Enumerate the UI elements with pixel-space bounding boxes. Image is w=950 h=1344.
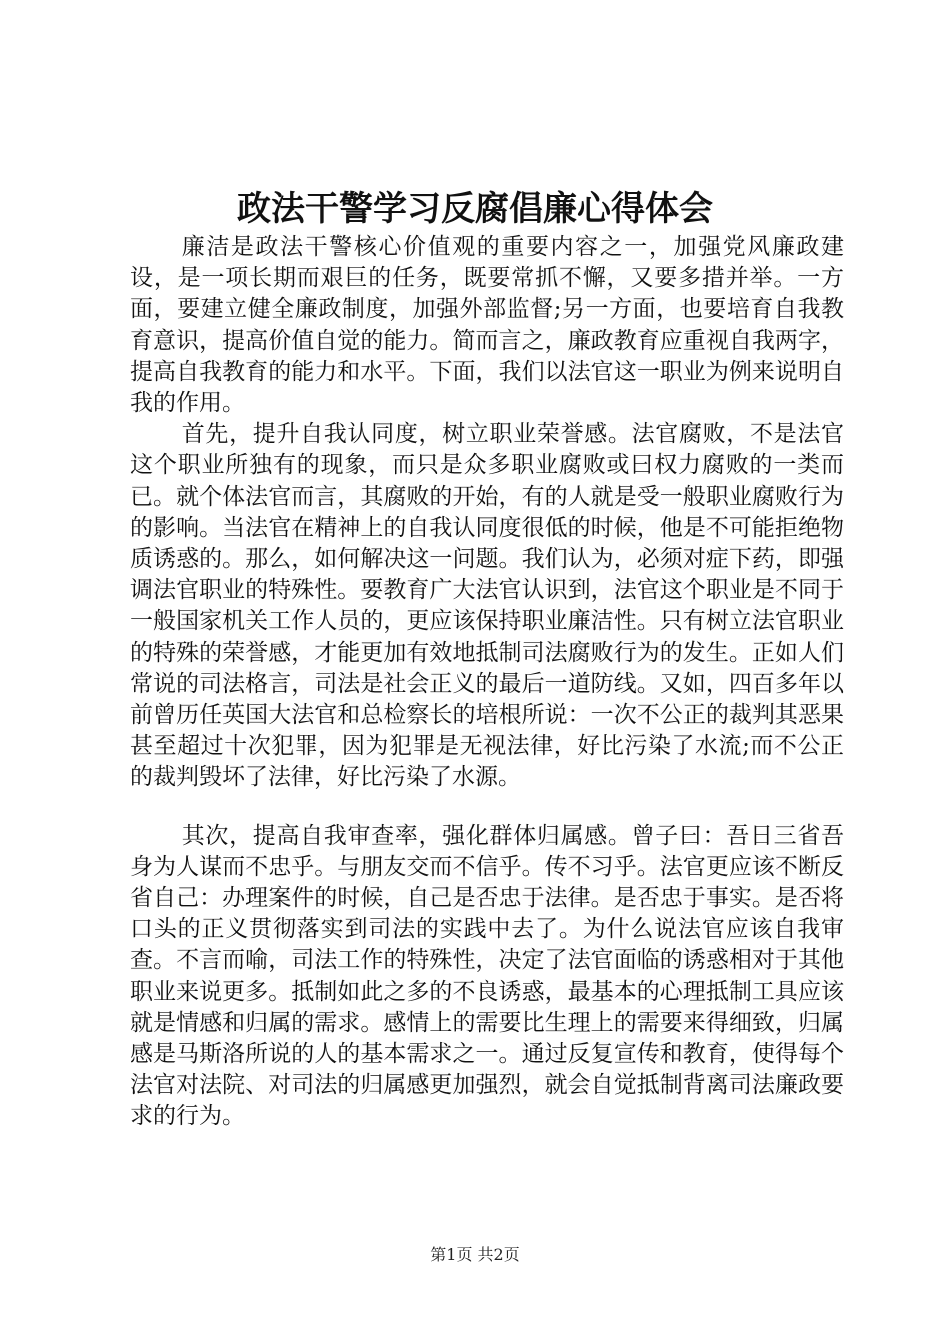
paragraph-second-point: 其次，提高自我审查率，强化群体归属感。曾子曰：吾日三省吾身为人谋而不忠乎。与朋友交而不信乎。传不习乎。法官更应该不断反省自己：办理案件的时候，自己是否忠于法律。是否忠于事实。是否将口头的正义贯彻落实到司法的实践中去了。为什么说法官应该自我审查。不言而喻，司法工作的特殊性，决定了法官面临的诱惑相对于其他职业来说更多。抵制如此之多的不良诱惑，最基本的心理抵制工具应该就是情感和归属的需求。感情上的需要比生理上的需要来得细致，归属感是马斯洛所说的人的基本需求之一。通过反复宣传和教育，使得每个法官对法院、对司法的归属感更加强烈，就会自觉抵制背离司法廉政要求的行为。 — [130, 822, 844, 1130]
document-title: 政法干警学习反腐倡廉心得体会 — [237, 189, 713, 229]
paragraph-first-point: 首先，提升自我认同度，树立职业荣誉感。法官腐败，不是法官这个职业所独有的现象，而只是众多职业腐败或曰权力腐败的一类而已。就个体法官而言，其腐败的开始，有的人就是受一般职业腐败行为的影响。当法官在精神上的自我认同度很低的时候，他是不可能拒绝物质诱惑的。那么，如何解决这一问题。我们认为，必须对症下药，即强调法官职业的特殊性。要教育广大法官认识到，法官这个职业是不同于一般国家机关工作人员的，更应该保持职业廉洁性。只有树立法官职业的特殊的荣誉感，才能更加有效地抵制司法腐败行为的发生。正如人们常说的司法格言，司法是社会正义的最后一道防线。又如，四百多年以前曾历任英国大法官和总检察长的培根所说：一次不公正的裁判其恶果甚至超过十次犯罪，因为犯罪是无视法律，好比污染了水流;而不公正的裁判毁坏了法律，好比污染了水源。 — [130, 421, 844, 791]
paragraph-intro: 廉洁是政法干警核心价值观的重要内容之一，加强党风廉政建设，是一项长期而艰巨的任务，既要常抓不懈，又要多措并举。一方面，要建立健全廉政制度，加强外部监督;另一方面，也要培育自我教育意识，提高价值自觉的能力。简而言之，廉政教育应重视自我两字，提高自我教育的能力和水平。下面，我们以法官这一职业为例来说明自我的作用。 — [130, 234, 844, 417]
page-number-footer: 第1页 共2页 — [430, 1245, 520, 1264]
document-body — [130, 232, 844, 1133]
